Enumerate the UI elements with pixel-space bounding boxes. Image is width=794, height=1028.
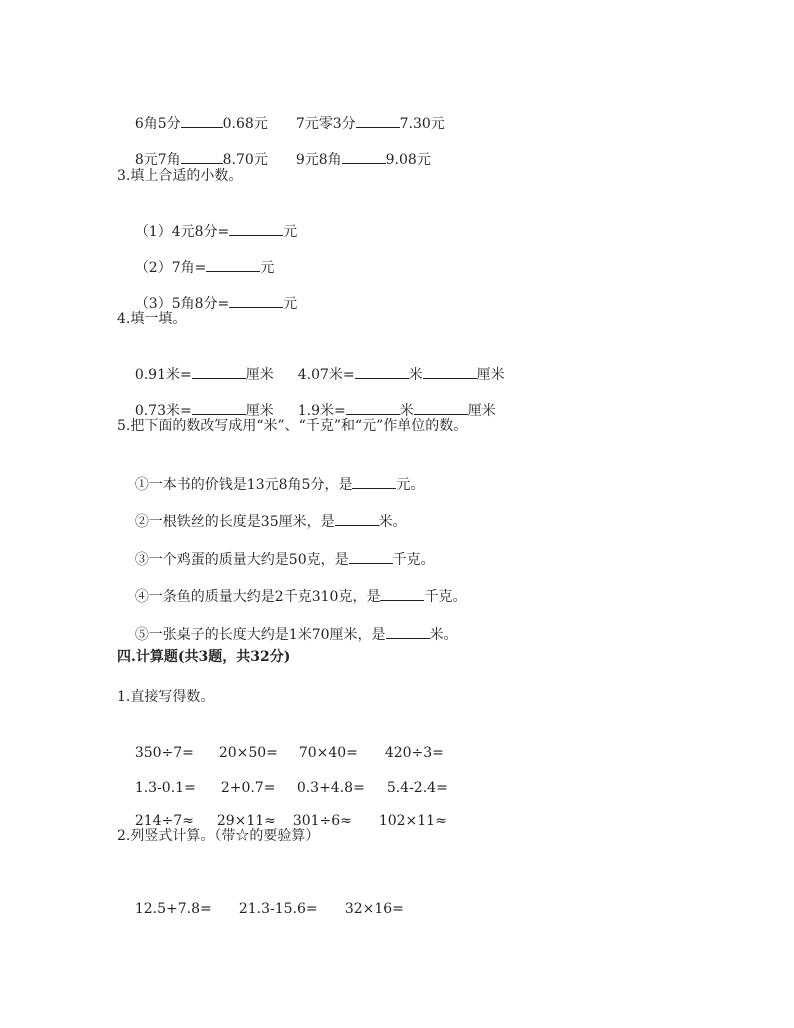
answer-blank[interactable] (423, 364, 477, 379)
calc-item: 5.4-2.4= (386, 780, 448, 796)
calc-item: 29×11≈ (216, 813, 276, 829)
calc-item: 301÷6≈ (292, 813, 352, 829)
vertical-calc-item: 21.3-15.6= (238, 901, 318, 917)
item-number: （2） (134, 260, 172, 276)
item-unit: 元 (283, 224, 298, 240)
answer-blank[interactable] (346, 400, 400, 415)
item-text: 4元8分= (171, 224, 230, 240)
compare-right-2b: 9.08元 (385, 152, 431, 168)
q4-expr: 1.9米= (297, 403, 346, 419)
item-unit: 元 (260, 260, 275, 276)
calc-item: 2+0.7= (220, 780, 276, 796)
q4-unit: 米 (408, 367, 423, 383)
compare-right-1a: 0.68元 (222, 116, 268, 132)
q4-expr: 0.73米= (134, 403, 192, 419)
answer-blank[interactable] (192, 400, 246, 415)
q5-unit: 千克。 (424, 589, 467, 605)
compare-right-1b: 7.30元 (399, 116, 445, 132)
q4-unit: 米 (399, 403, 414, 419)
q4-unit: 厘米 (476, 367, 505, 383)
q5-text: ③一个鸡蛋的质量大约是50克，是 (134, 552, 349, 568)
vertical-calc-item: 32×16= (344, 901, 404, 917)
q5-unit: 米。 (378, 514, 407, 530)
q4-expr: 4.07米= (297, 367, 355, 383)
q4-unit: 厘米 (245, 403, 274, 419)
answer-blank[interactable] (335, 511, 379, 526)
answer-blank[interactable] (192, 364, 246, 379)
compare-left-2b: 9元8角 (295, 152, 342, 168)
q4-expr: 0.91米= (134, 367, 192, 383)
calc-item: 70×40= (298, 745, 358, 761)
answer-blank[interactable] (352, 474, 396, 489)
compare-right-2a: 8.70元 (222, 152, 268, 168)
item-number: （3） (134, 296, 172, 312)
compare-left-1b: 7元零3分 (295, 116, 356, 132)
q5-text: ①一本书的价钱是13元8角5分，是 (134, 477, 353, 493)
calc-item: 1.3-0.1= (134, 780, 196, 796)
item-unit: 元 (283, 296, 298, 312)
q5-text: ②一根铁丝的长度是35厘米，是 (134, 514, 335, 530)
vertical-calc-item: 12.5+7.8= (134, 901, 212, 917)
q5-unit: 米。 (429, 627, 458, 643)
section-4-q2-title: 2.列竖式计算。（带☆的要验算） (117, 828, 320, 844)
section-4-heading: 四.计算题(共3题，共32分) (117, 649, 291, 665)
question-4-title: 4.填一填。 (117, 311, 187, 327)
calc-item: 420÷3= (384, 745, 444, 761)
answer-blank[interactable] (229, 293, 283, 308)
question-5-title: 5.把下面的数改写成用“米”、“千克”和“元”作单位的数。 (117, 418, 468, 434)
calc-item: 350÷7= (134, 745, 194, 761)
answer-blank[interactable] (349, 549, 393, 564)
answer-blank[interactable] (206, 257, 260, 272)
answer-blank[interactable] (342, 149, 386, 164)
q5-unit: 千克。 (392, 552, 435, 568)
answer-blank[interactable] (181, 113, 223, 128)
q5-text: ④一条鱼的质量大约是2千克310克，是 (134, 589, 381, 605)
answer-blank[interactable] (229, 221, 283, 236)
answer-blank[interactable] (355, 364, 409, 379)
compare-left-1a: 6角5分 (134, 116, 181, 132)
item-text: 5角8分= (171, 296, 230, 312)
question-3-title: 3.填上合适的小数。 (117, 168, 243, 184)
answer-blank[interactable] (380, 586, 424, 601)
q5-text: ⑤一张桌子的长度大约是1米70厘米，是 (134, 627, 386, 643)
q4-unit: 厘米 (467, 403, 496, 419)
item-text: 7角= (171, 260, 207, 276)
answer-blank[interactable] (356, 113, 400, 128)
answer-blank[interactable] (386, 624, 430, 639)
answer-blank[interactable] (181, 149, 223, 164)
calc-item: 102×11≈ (378, 813, 447, 829)
q4-unit: 厘米 (245, 367, 274, 383)
section-4-q1-title: 1.直接写得数。 (117, 689, 215, 705)
calc-item: 0.3+4.8= (296, 780, 365, 796)
vertical-calc-row (117, 879, 404, 939)
calc-item: 214÷7≈ (134, 813, 194, 829)
compare-left-2a: 8元7角 (134, 152, 181, 168)
q5-unit: 元。 (396, 477, 425, 493)
answer-blank[interactable] (414, 400, 468, 415)
calc-item: 20×50= (218, 745, 278, 761)
item-number: （1） (134, 224, 172, 240)
